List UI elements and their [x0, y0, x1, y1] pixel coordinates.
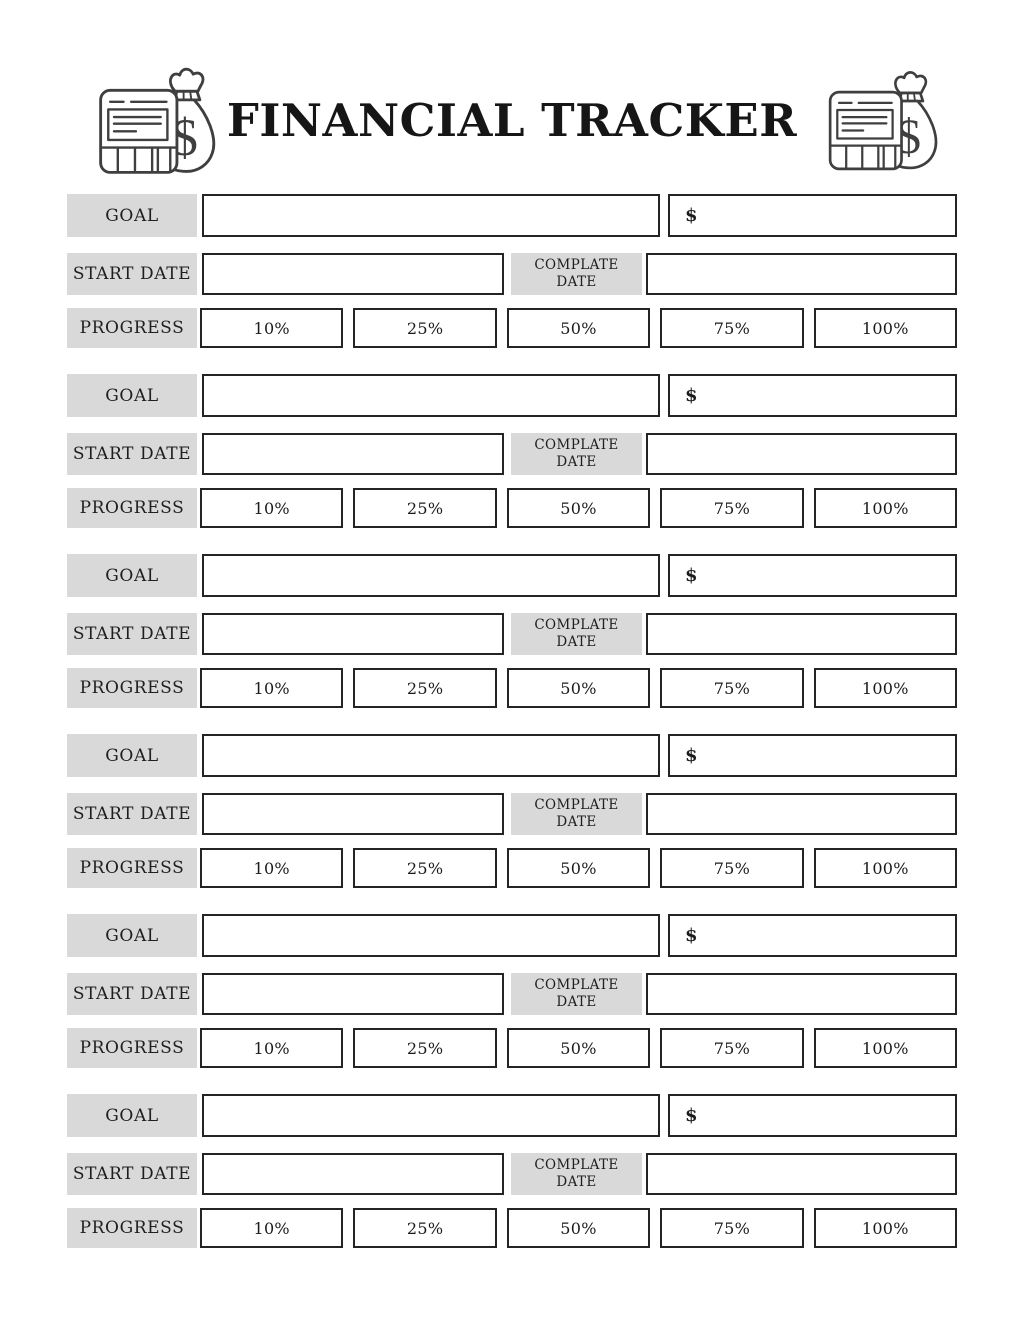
goal-row [67, 914, 957, 957]
progress-option-50[interactable]: 50% [507, 1028, 650, 1068]
progress-option-75[interactable]: 75% [660, 848, 803, 888]
complete-date-label: COMPLATE DATE [511, 613, 642, 655]
progress-row [67, 668, 957, 708]
goal-label: GOAL [67, 1094, 197, 1137]
start-date-label: START DATE [67, 613, 197, 655]
progress-option-50[interactable]: 50% [507, 848, 650, 888]
progress-option-25[interactable]: 25% [353, 308, 496, 348]
complete-date-input[interactable] [646, 433, 957, 475]
complete-date-input[interactable] [646, 793, 957, 835]
complete-date-label: COMPLATE DATE [511, 973, 642, 1015]
goal-row [67, 1094, 957, 1137]
progress-label: PROGRESS [67, 848, 197, 888]
progress-options [200, 668, 957, 708]
start-date-label: START DATE [67, 433, 197, 475]
progress-row [67, 1208, 957, 1248]
dates-row [67, 613, 957, 655]
goal-row [67, 554, 957, 597]
goal-row [67, 194, 957, 237]
goal-input[interactable] [202, 374, 660, 417]
complete-date-input[interactable] [646, 973, 957, 1015]
calculator-moneybag-icon [823, 60, 939, 176]
complete-date-input[interactable] [646, 613, 957, 655]
goal-row [67, 734, 957, 777]
start-date-input[interactable] [202, 433, 504, 475]
goal-amount-input[interactable] [668, 1094, 957, 1137]
progress-option-50[interactable]: 50% [507, 668, 650, 708]
currency-symbol: $ [685, 205, 698, 226]
progress-row [67, 308, 957, 348]
goal-block [67, 194, 957, 348]
goal-amount-input[interactable] [668, 194, 957, 237]
goal-label: GOAL [67, 194, 197, 237]
progress-option-75[interactable]: 75% [660, 1028, 803, 1068]
progress-label: PROGRESS [67, 308, 197, 348]
start-date-label: START DATE [67, 793, 197, 835]
progress-option-50[interactable]: 50% [507, 308, 650, 348]
goal-label: GOAL [67, 554, 197, 597]
currency-symbol: $ [685, 1105, 698, 1126]
currency-symbol: $ [685, 385, 698, 406]
goal-block [67, 374, 957, 528]
progress-options [200, 848, 957, 888]
goal-input[interactable] [202, 1094, 660, 1137]
goal-amount-input[interactable] [668, 734, 957, 777]
start-date-input[interactable] [202, 1153, 504, 1195]
complete-date-label: COMPLATE DATE [511, 1153, 642, 1195]
complete-date-input[interactable] [646, 1153, 957, 1195]
goal-block [67, 554, 957, 708]
progress-option-10[interactable]: 10% [200, 1208, 343, 1248]
currency-symbol: $ [685, 925, 698, 946]
goal-amount-input[interactable] [668, 914, 957, 957]
progress-option-25[interactable]: 25% [353, 848, 496, 888]
goal-amount-input[interactable] [668, 374, 957, 417]
goal-block [67, 1094, 957, 1248]
progress-option-100[interactable]: 100% [814, 308, 957, 348]
currency-symbol: $ [685, 565, 698, 586]
progress-option-25[interactable]: 25% [353, 488, 496, 528]
start-date-input[interactable] [202, 973, 504, 1015]
progress-option-25[interactable]: 25% [353, 1028, 496, 1068]
goal-block [67, 914, 957, 1068]
start-date-input[interactable] [202, 793, 504, 835]
progress-row [67, 1028, 957, 1068]
progress-option-10[interactable]: 10% [200, 668, 343, 708]
header [67, 0, 957, 194]
progress-label: PROGRESS [67, 488, 197, 528]
currency-symbol: $ [685, 745, 698, 766]
progress-option-75[interactable]: 75% [660, 308, 803, 348]
goal-input[interactable] [202, 554, 660, 597]
progress-option-75[interactable]: 75% [660, 1208, 803, 1248]
start-date-input[interactable] [202, 253, 504, 295]
progress-option-100[interactable]: 100% [814, 1028, 957, 1068]
dates-row [67, 973, 957, 1015]
dates-row [67, 433, 957, 475]
complete-date-label: COMPLATE DATE [511, 253, 642, 295]
progress-row [67, 848, 957, 888]
progress-options [200, 1028, 957, 1068]
progress-label: PROGRESS [67, 1028, 197, 1068]
goal-input[interactable] [202, 194, 660, 237]
goal-block [67, 734, 957, 888]
progress-option-100[interactable]: 100% [814, 1208, 957, 1248]
dates-row [67, 253, 957, 295]
progress-option-10[interactable]: 10% [200, 1028, 343, 1068]
start-date-label: START DATE [67, 1153, 197, 1195]
progress-options [200, 1208, 957, 1248]
progress-option-100[interactable]: 100% [814, 848, 957, 888]
progress-option-75[interactable]: 75% [660, 488, 803, 528]
progress-option-75[interactable]: 75% [660, 668, 803, 708]
goal-label: GOAL [67, 374, 197, 417]
goal-row [67, 374, 957, 417]
page-title: FINANCIAL TRACKER [226, 94, 798, 147]
start-date-label: START DATE [67, 253, 197, 295]
progress-row [67, 488, 957, 528]
goal-label: GOAL [67, 914, 197, 957]
progress-option-25[interactable]: 25% [353, 1208, 496, 1248]
progress-options [200, 308, 957, 348]
progress-label: PROGRESS [67, 1208, 197, 1248]
complete-date-label: COMPLATE DATE [511, 793, 642, 835]
dates-row [67, 1153, 957, 1195]
goal-input[interactable] [202, 914, 660, 957]
progress-option-50[interactable]: 50% [507, 488, 650, 528]
progress-options [200, 488, 957, 528]
progress-option-10[interactable]: 10% [200, 308, 343, 348]
goal-amount-input[interactable] [668, 554, 957, 597]
progress-option-10[interactable]: 10% [200, 848, 343, 888]
progress-option-25[interactable]: 25% [353, 668, 496, 708]
financial-tracker-page [67, 0, 957, 1248]
start-date-label: START DATE [67, 973, 197, 1015]
progress-option-100[interactable]: 100% [814, 488, 957, 528]
progress-option-50[interactable]: 50% [507, 1208, 650, 1248]
progress-option-100[interactable]: 100% [814, 668, 957, 708]
start-date-input[interactable] [202, 613, 504, 655]
progress-option-10[interactable]: 10% [200, 488, 343, 528]
goal-label: GOAL [67, 734, 197, 777]
complete-date-label: COMPLATE DATE [511, 433, 642, 475]
goal-input[interactable] [202, 734, 660, 777]
goal-blocks [67, 194, 957, 1248]
complete-date-input[interactable] [646, 253, 957, 295]
dates-row [67, 793, 957, 835]
progress-label: PROGRESS [67, 668, 197, 708]
